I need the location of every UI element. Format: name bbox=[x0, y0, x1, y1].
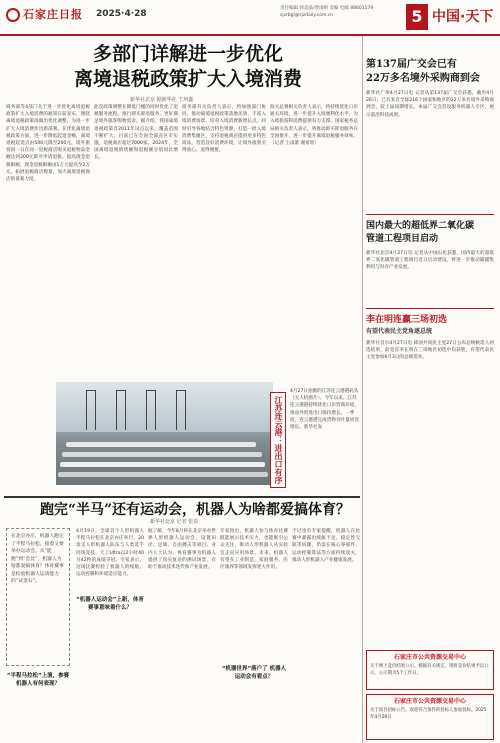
newspaper-logo bbox=[6, 6, 83, 22]
photo-vehicle-row bbox=[58, 472, 268, 477]
photo-crane bbox=[116, 390, 126, 430]
right-headline-3-line1: 李在明连赢三场初选 bbox=[366, 315, 448, 325]
lead-column-3: 商务部有关负责人表示，将加强部门协同，推动离境退税政策落地见效，丰富入境消费场景，培育入境消费新增长点。同时引导各地结合特色资源，打造一批入境消费集聚区，支持退税商店提供更多特色商品，营造良好消费环境，让境外旅客买得放心、退得便捷。 bbox=[182, 105, 266, 154]
story2-lead-quote: 在北京亦庄，机器人跑完了半程马拉松，接着又要举办运动会。从“能跑”到“会比”，机器人为啥都爱搞体育？体育赛事是检验机器人运动能力的“试金石”。 bbox=[6, 528, 70, 666]
photo-vertical-caption: 江苏连云港：进出口有序 bbox=[270, 392, 286, 488]
story2-column-4: 不过也有专家提醒，机器人在比赛中暴露出续航不足、稳定性欠缺等问题，仍需在核心零部件、运动控制算法等方面持续攻关，推动人形机器人产业健康发展。 bbox=[292, 529, 360, 563]
logo-text: 石家庄日报 bbox=[23, 8, 83, 21]
lead-byline: 新华社北京 据新华社 王珂鑫 bbox=[130, 97, 194, 103]
photo-crane bbox=[176, 390, 186, 430]
port-photo bbox=[56, 382, 273, 485]
photo-crane bbox=[146, 390, 156, 430]
right-headline-3-line2: 有望代表民主党角逐总统 bbox=[366, 328, 433, 335]
story2-byline: 新华社北京 记者 张泉 bbox=[150, 519, 199, 525]
lead-column-2: 此次政策调整在降低门槛的同时优化了退税服务流程，推行即买即退服务，更好满足境外旅客购物需求。据介绍，我国离境退税政策自2011年试点以来，覆盖范围不断扩大，目前已在全国全部省区市实施，退税商店超过7000家。2024年，全国离境退税销售额和退税额分别同比增长。 bbox=[94, 105, 178, 161]
story2-column-3: 专家指出，机器人参与体育比赛既能展示技术实力，也能吸引公众关注，推动人形机器人从实验室走向应用场景。未来，机器人有望在工业制造、家庭服务、医疗康养等领域发挥更大作用。 bbox=[220, 529, 288, 571]
right-headline-1 bbox=[366, 58, 494, 86]
notice-1-body: 关于网上竞价结果公示。根据有关规定，现将竞价结果予以公示，公示期为5个工作日。 bbox=[370, 664, 489, 676]
right-story-2: 新华社北京4月27日电 记者从中国石化获悉，国内最大的超低界二氧化碳管道工程项目近日启动建设，将进一步推动碳捕集利用与封存产业发展。 bbox=[366, 251, 494, 271]
public-notice-1 bbox=[366, 650, 494, 690]
right-headline-2-line2: 管道工程项目启动 bbox=[366, 234, 439, 244]
photo-vehicle-row bbox=[62, 452, 262, 457]
public-notice-2 bbox=[366, 694, 494, 740]
lead-column-4: 海关总署相关负责人表示，将持续优化口岸通关环境，进一步提升入境便利化水平，为入境旅游和消费提供有力支撑。国家税务总局相关负责人表示，将推动即买即退服务在全国推开，进一步提升离境退税服务效率。（记者 王雨萧 谢希瑶） bbox=[270, 105, 358, 147]
right-divider bbox=[366, 308, 494, 309]
logo-emblem-icon bbox=[6, 8, 20, 22]
right-divider bbox=[366, 214, 494, 215]
right-headline-2-line1: 国内最大的超低界二氧化碳 bbox=[366, 221, 475, 231]
story2-column-2: 据了解，今年8月将在北京举办世界人形机器人运动会，设置田径、足球、自由搏击等项目。业内人士认为，体育赛事为机器人提供了真实复杂的测试场景，有助于推动技术迭代和产业发展。 bbox=[148, 529, 216, 571]
notice-2-title: 石家庄市公共资源交易中心 bbox=[393, 698, 466, 705]
photo-crane bbox=[86, 390, 96, 430]
story2-subhead-2: “机器人运动会”上新，体育赛事意味着什么？ bbox=[76, 597, 144, 611]
notice-2-body: 关于项目招标公告。欢迎符合条件的投标人参加投标。2025年4月28日 bbox=[370, 708, 487, 720]
page-number: 5 bbox=[406, 4, 428, 30]
photo-vehicle-row bbox=[66, 442, 256, 447]
section-title: 中国·天下 bbox=[432, 9, 494, 25]
lead-headline-line1: 多部门详解进一步优化 bbox=[92, 43, 283, 65]
notice-1-title: 石家庄市公共资源交易中心 bbox=[393, 654, 466, 661]
story-divider bbox=[4, 496, 360, 498]
story2-column-1: 4月19日，全球首个人形机器人半程马拉松在北京亦庄举行，20余支人形机器人队伍与人类选手同场竞技。天工Ultra以2小时40分42秒的成绩夺冠。专家表示，这场比赛检验了机器人的续航、运动控制和环境适应能力。 bbox=[76, 529, 144, 578]
masthead bbox=[0, 0, 500, 36]
story2-subhead-1: “半程马拉松”上演，参赛机器人有何表现？ bbox=[6, 673, 70, 687]
photo-vehicle-row bbox=[60, 462, 265, 467]
right-headline-1-line2: 22万多名境外采购商到会 bbox=[366, 73, 480, 84]
issue-date: 2025·4·28 bbox=[96, 9, 147, 19]
story2-headline: 跑完“半马”还有运动会，机器人为啥都爱搞体育？ bbox=[39, 502, 351, 518]
lead-headline bbox=[38, 42, 338, 92]
right-headline-2 bbox=[366, 220, 494, 246]
lead-column-1: 商务部等4部门关于进一步优化离境退税政策扩大入境消费的通知日前发布，围绕离境退税政策再做出优化调整，为进一步扩大入境消费作出新部署。在优化离境退税政策方面，进一步降低起退金额，离境退税起退点由500元降至200元，境外旅客同一日在同一退税商店购买退税物品金额达到200元即可申请退税。提高现金退税限额，现金退税限额由1万元提高至2万元。拓展退税商店数量，加大离境退税商店的备案力度。 bbox=[6, 105, 90, 183]
lead-headline-line2: 离境退税政策扩大入境消费 bbox=[73, 68, 302, 90]
right-headline-1-line1: 第137届广交会已有 bbox=[366, 59, 457, 70]
editor-contacts: 责任编辑 郭美晶/贾雨晴 美编 电邮 88601179 sjzrbgl@sjzdaily.com.cn bbox=[280, 6, 374, 18]
story2-subhead-3: “机器世界”落户了 机器人运动会有看点？ bbox=[221, 666, 287, 680]
right-headline-3 bbox=[366, 314, 494, 336]
right-story-3: 新华社首尔4月27日电 韩国共同民主党27日公布总统候选人初选结果，前党首李在明在三场地区初选中均获胜，有望代表民主党参加6月3日的总统选举。 bbox=[366, 341, 494, 361]
right-story-1: 新华社广州4月27日电 记者从第137届广交会获悉，截至4月26日，已有来自全球216个国家和地区的22万多名境外采购商到会，较上届同期增长。本届广交会首设服务机器人专区，展示前沿科技成果。 bbox=[366, 91, 494, 118]
photo-caption: 4月27日拍摄的江苏连云港港码头（无人机照片）。今年以来，江苏连云港港持续优化口岸营商环境，推动外贸进出口保持增长。一季度，连云港港完成货物吞吐量同比增长。新华社发 bbox=[290, 389, 359, 431]
